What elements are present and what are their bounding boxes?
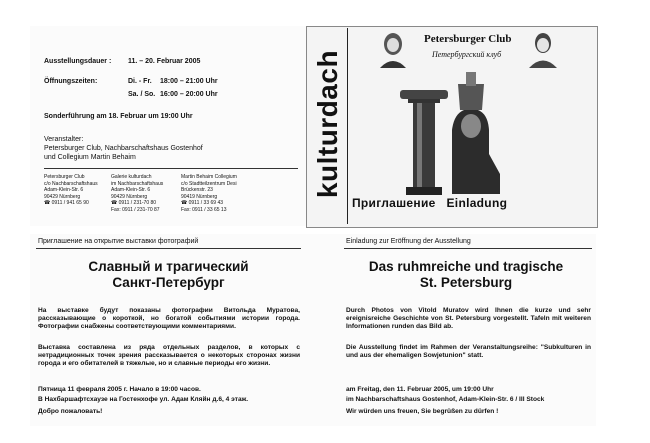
de-intro: Einladung zur Eröffnung der Ausstellung [346,238,471,245]
portrait-left-image [376,28,410,68]
address-divider [44,168,298,169]
ru-paragraph-2: Выставка составлена из ряда отдельных разделов, в которых с нетрадиционных точек зрения рассказывается о некоторых сторонах жизни города и его обитателей в тяжелые, но и славные периоды его жизни. [38,344,300,367]
dates-label: Ausstellungsdauer : [44,58,112,65]
hours-label: Öffnungszeiten: [44,78,98,85]
hours-weekdays-days: Di. - Fr. [128,78,152,85]
de-divider [344,248,592,249]
portrait-right-image [526,28,560,68]
ru-place-line: В Нахбаршафтсхаузе на Гостенхофе ул. Адам Кляйн д.6, 4 этаж. [38,396,249,403]
organizer-label: Veranstalter: [44,136,84,143]
hours-weekend-days: Sa. / So. [128,91,156,98]
de-title-line1: Das ruhmreiche und tragische [368,259,564,274]
club-name-ru: Петербургский клуб [432,50,502,59]
address-galerie-kulturdach: Galerie kulturdach im Nachbarschaftshaus Adam-Klein-Str. 6 90429 Nürnberg ☎ 0911 / 231-70 80 Fax: 0911 / 231-70 87 [111,174,164,213]
address-petersburger-club: Petersburger Club c/o Nachbarschaftshaus Adam-Klein-Str. 6 90429 Nürnberg ☎ 0911 / 941 65 90 [44,174,98,206]
ru-intro: Приглашение на открытие выставки фотографий [38,238,199,245]
de-paragraph-1: Durch Photos von Vitold Muratov wird Ihnen die kurze und sehr ereignisreiche Geschichte von St. Petersburg vorgestellt. Tafeln mit weiteren Informationen runden das Bild ab. [346,307,591,330]
cover-vertical-title: kulturdach [312,49,344,199]
de-place-line: im Nachbarschaftshaus Gostenhof, Adam-Klein-Str. 6 / III Stock [346,396,545,403]
cover-invite-text: Приглашение Einladung [352,196,508,210]
sphinx-column-image [394,64,506,198]
ru-welcome: Добро пожаловать! [38,408,103,415]
ru-paragraph-1: На выставке будут показаны фотографии Витольда Муратова, рассказывающие о короткой, но богатой событиями истории города. Фотографии снабжены соответствующими комментариями. [38,307,300,330]
special-tour: Sonderführung am 18. Februar um 19:00 Uhr [44,113,193,120]
hours-weekend-time: 16:00 – 20:00 Uhr [160,91,218,98]
ru-divider [36,248,301,249]
ru-title-line1: Славный и трагический [88,259,249,274]
address-martin-behaim: Martin Behaim Collegium c/o Stadtteilzentrum Desi Brückenstr. 23 90419 Nürnberg ☎ 0911 / 33 69 43 Fax: 0911 / 33 65 13 [181,174,237,213]
cover-spine-line [347,28,348,224]
dates-value: 11. – 20. Februar 2005 [128,58,201,65]
de-paragraph-2: Die Ausstellung findet im Rahmen der Veranstaltungsreihe: "Subkulturen in und aus der ehemaligen Sowjetunion" statt. [346,344,591,359]
organizer-line1: Petersburger Club, Nachbarschaftshaus Gostenhof [44,145,203,152]
organizer-line2: und Collegium Martin Behaim [44,154,136,161]
ru-title-line2: Санкт-Петербург [112,275,225,290]
ru-date-line: Пятница 11 февраля 2005 г. Начало в 19:00 часов. [38,386,201,393]
de-title-line2: St. Petersburg [419,275,513,290]
club-name-de: Petersburger Club [424,33,512,45]
hours-weekdays-time: 18:00 – 21:00 Uhr [160,78,218,85]
de-date-line: am Freitag, den 11. Februar 2005, um 19:00 Uhr [346,386,494,393]
de-welcome: Wir würden uns freuen, Sie begrüßen zu dürfen ! [346,408,499,415]
